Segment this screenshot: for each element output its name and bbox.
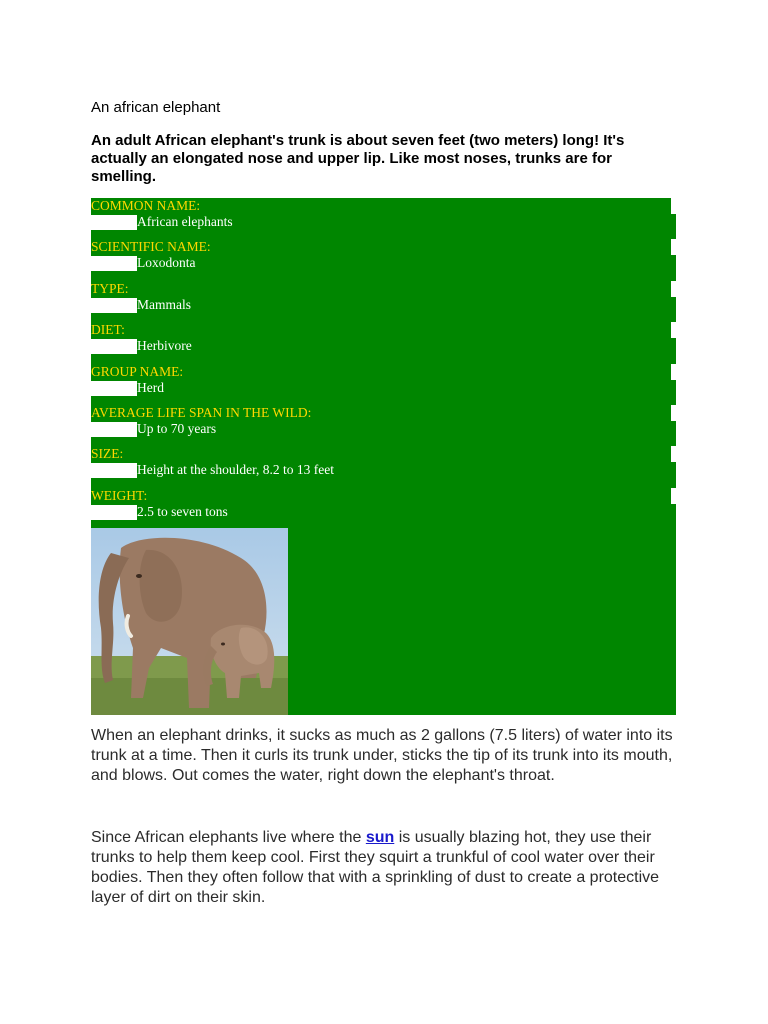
fact-value: Herbivore xyxy=(137,338,192,353)
fact-value: 2.5 to seven tons xyxy=(137,504,228,519)
fact-value: Loxodonta xyxy=(137,255,196,270)
drinking-paragraph: When an elephant drinks, it sucks as much as 2 gallons (7.5 liters) of water into its trunk at a time. Then it curls its trunk under, sticks the tip of its trunk into its mouth, and blows. Out comes the water, right down the elephant's throat. xyxy=(91,727,673,784)
fact-label: SCIENTIFIC NAME: xyxy=(91,239,211,254)
fact-label: WEIGHT: xyxy=(91,488,148,503)
elephant-photo xyxy=(91,528,288,715)
fact-value: Up to 70 years xyxy=(137,421,217,436)
fact-life-span xyxy=(91,405,676,446)
cooling-text-start: Since African elephants live where the xyxy=(91,829,366,846)
page-title: An african elephant xyxy=(91,99,221,116)
cooling-paragraph xyxy=(91,828,681,908)
fact-scientific-name xyxy=(91,239,676,280)
intro-paragraph: An adult African elephant's trunk is about seven feet (two meters) long! It's actually an elongated nose and upper lip. Like most noses, trunks are for smelling. xyxy=(91,132,625,185)
fact-label: DIET: xyxy=(91,322,125,337)
fact-label: COMMON NAME: xyxy=(91,198,201,213)
facts-panel xyxy=(91,198,676,715)
fact-value: Height at the shoulder, 8.2 to 13 feet xyxy=(137,462,335,477)
fact-value: African elephants xyxy=(137,214,233,229)
fact-common-name xyxy=(91,198,676,239)
fact-label: TYPE: xyxy=(91,281,129,296)
fact-diet xyxy=(91,322,676,363)
sun-link[interactable]: sun xyxy=(365,829,395,846)
fact-group-name xyxy=(91,364,676,405)
fact-size xyxy=(91,446,676,487)
fact-type xyxy=(91,281,676,322)
fact-label: GROUP NAME: xyxy=(91,364,184,379)
fact-label: SIZE: xyxy=(91,446,124,461)
fact-weight xyxy=(91,488,676,529)
cooling-text-end: is usually blazing hot, they use their trunks to help them keep cool. First they squirt a trunkful of cool water over their bodies. Then they often follow that with a sprinkling of dust to create a protective layer of dirt on their skin. xyxy=(91,829,660,906)
fact-value: Herd xyxy=(137,380,164,395)
fact-label: AVERAGE LIFE SPAN IN THE WILD: xyxy=(91,405,312,420)
fact-value: Mammals xyxy=(137,297,191,312)
